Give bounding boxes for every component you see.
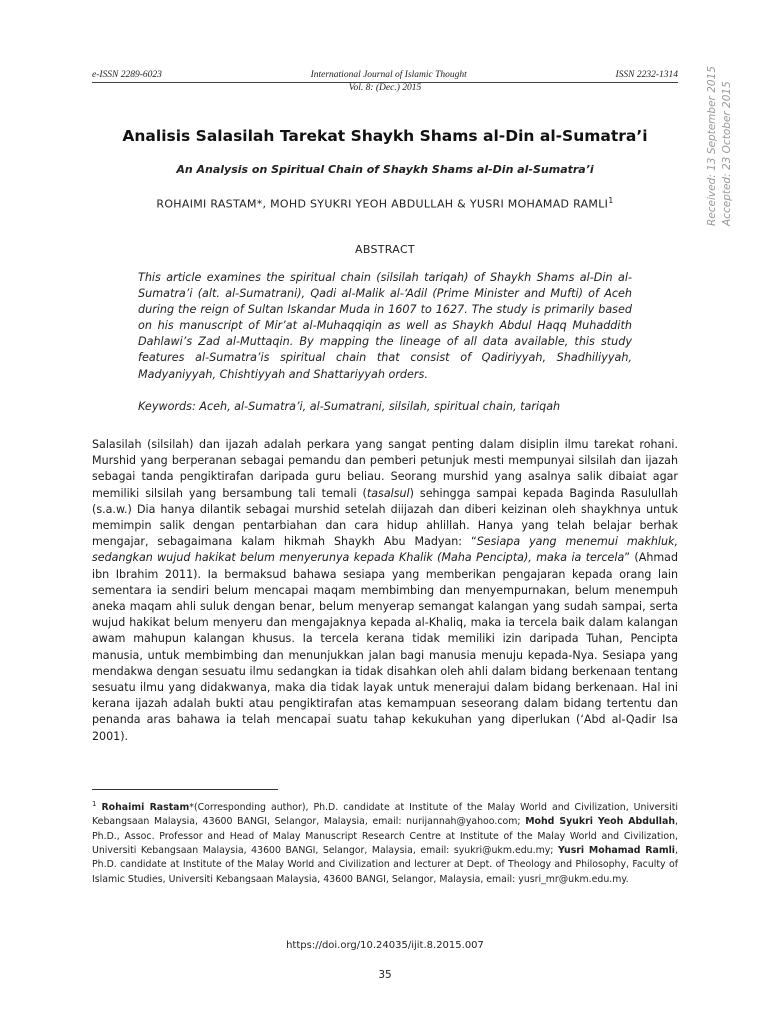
footnote-author-2: Mohd Syukri Yeoh Abdullah bbox=[525, 816, 676, 828]
received-date: Received: 13 September 2015 bbox=[706, 66, 718, 226]
paper-title: Analisis Salasilah Tarekat Shaykh Shams al-Din al-Sumatra’i bbox=[122, 127, 648, 145]
keywords: Keywords: Aceh, al-Sumatra’i, al-Sumatrani, silsilah, spiritual chain, tariqah bbox=[138, 400, 561, 413]
header-journal: International Journal of Islamic Thought bbox=[310, 70, 467, 80]
author-footnote-marker: 1 bbox=[608, 196, 614, 205]
footnote-author-3: Yusri Mohamad Ramli bbox=[557, 845, 676, 857]
abstract-heading: ABSTRACT bbox=[355, 243, 415, 256]
footnote-rule bbox=[92, 789, 278, 790]
author-names: ROHAIMI RASTAM*, MOHD SYUKRI YEOH ABDULLAH & YUSRI MOHAMAD RAMLI bbox=[156, 197, 609, 211]
footnote-author-1: Rohaimi Rastam bbox=[101, 802, 190, 814]
running-header bbox=[92, 70, 678, 80]
footnote-text-2: , Ph.D., Assoc. Professor and Head of Malay Manuscript Research Centre at Institute of the Malay World and Civilization, Universiti Kebangsaan Malaysia, 43600 BANGI, Selangor, Malaysia, email: syukri@ukm.edu.my; bbox=[92, 816, 678, 857]
body-part-3: ” (Ahmad ibn Ibrahim 2011). Ia bermaksud bahawa sesiapa yang memberikan pengajaran kepada orang lain sementara ia sendiri belum mencapai maqam membimbing dan menyempurnakan, belum menempuh aneka maqam ahli suluk dengan benar, belum menyerap semangat kalangan yang sudah sampai, serta wujud hakikat belum menyeru dan mengajaknya kepada al-Khaliq, maka ia tercela baik dalam kalangan awam mahupun kalangan khusus. Ia tercela kerana tidak memiliki izin daripada Tuhan, Pencipta manusia, untuk membimbing dan menunjukkan jalan bagi manusia menuju kepada-Nya. Sesiapa yang mendakwa dengan sesuatu ilmu sedangkan ia tidak disahkan oleh ahli dalam bidang berkenaan tentang sesuatu ilmu yang didakwanya, maka dia tidak layak untuk menerajui dalam bidang berkenaan. Hal ini kerana ijazah adalah bukti atau pengiktirafan atas kemampuan seseorang dalam bidang tertentu dan penanda aras bahawa ia telah mencapai suatu tahap kekukuhan yang diperlukan (‘Abd al-Qadir Isa 2001). bbox=[92, 551, 679, 743]
doi-link[interactable]: https://doi.org/10.24035/ijit.8.2015.007 bbox=[286, 940, 484, 951]
footnote bbox=[92, 797, 678, 887]
header-issn: ISSN 2232-1314 bbox=[615, 70, 678, 80]
header-eissn: e-ISSN 2289-6023 bbox=[92, 70, 162, 80]
body-quote: Sesiapa yang menemui makhluk, sedangkan wujud hakikat belum menyerunya kepada Khalik (Maha Pencipta), maka ia tercela bbox=[92, 535, 678, 565]
body-part-1: Salasilah (silsilah) dan ijazah adalah perkara yang sangat penting dalam disiplin ilmu tarekat rohani. Murshid yang berperanan sebagai pemandu dan pemberi petunjuk mesti mempunyai silsilah dan ijazah sebagai tanda pengiktirafan daripada guru beliau. Seorang murshid yang asalnya salik dibaiat agar memiliki silsilah yang bersambung tali temali ( bbox=[92, 438, 678, 500]
page-number: 35 bbox=[378, 969, 392, 981]
footnote-text-1: *(Corresponding author), Ph.D. candidate at Institute of the Malay World and Civilization, Universiti Kebangsaan Malaysia, 43600 BANGI, Selangor, Malaysia, email: nurijannah@yahoo.com; bbox=[92, 802, 678, 828]
author-list bbox=[92, 196, 678, 211]
body-part-2: ) sehingga sampai kepada Baginda Rasulullah (s.a.w.) Dia hanya dilantik sebagai murshid setelah diijazah dan diberi keizinan oleh shaykhnya untuk memimpin salik dengan pentarbiahan dan cara hidup ahlillah. Hanya yang telah belajar berhak mengajar, sebagaimana kalam hikmah Shaykh Abu Madyan: “ bbox=[92, 486, 678, 549]
accepted-date: Accepted: 23 October 2015 bbox=[721, 81, 733, 226]
footnote-text-3: , Ph.D. candidate at Institute of the Malay World and Civilization and lecturer at Dept. of Theology and Philosophy, Faculty of Islamic Studies, Universiti Kebangsaan Malaysia, 43600 BANGI, Selangor, Malaysia, email: yusri_mr@ukm.edu.my. bbox=[92, 845, 679, 885]
abstract-text: This article examines the spiritual chain (silsilah tariqah) of Shaykh Shams al-Din al-Sumatra’i (alt. al-Sumatrani), Qadi al-Malik al-‘Adil (Prime Minister and Mufti) of Aceh during the reign of Sultan Iskandar Muda in 1607 to 1627. The study is primarily based on his manuscript of Mir’at al-Muhaqqiqin as well as Shaykh Abdul Haqq Muhaddith Dahlawi’s Zad al-Muttaqin. By mapping the lineage of all data available, this study features al-Sumatra’is spiritual chain that consist of Qadiriyyah, Shadhiliyyah, Madyaniyyah, Chishtiyyah and Shattariyyah orders. bbox=[138, 271, 632, 381]
body-term-tasalsul: tasalsul bbox=[366, 486, 410, 500]
side-dates bbox=[700, 66, 740, 238]
header-volume: Vol. 8: (Dec.) 2015 bbox=[348, 83, 422, 93]
paper-subtitle: An Analysis on Spiritual Chain of Shaykh Shams al-Din al-Sumatra’i bbox=[176, 163, 594, 176]
footnote-marker: 1 bbox=[92, 800, 97, 808]
body-paragraph bbox=[92, 437, 678, 745]
